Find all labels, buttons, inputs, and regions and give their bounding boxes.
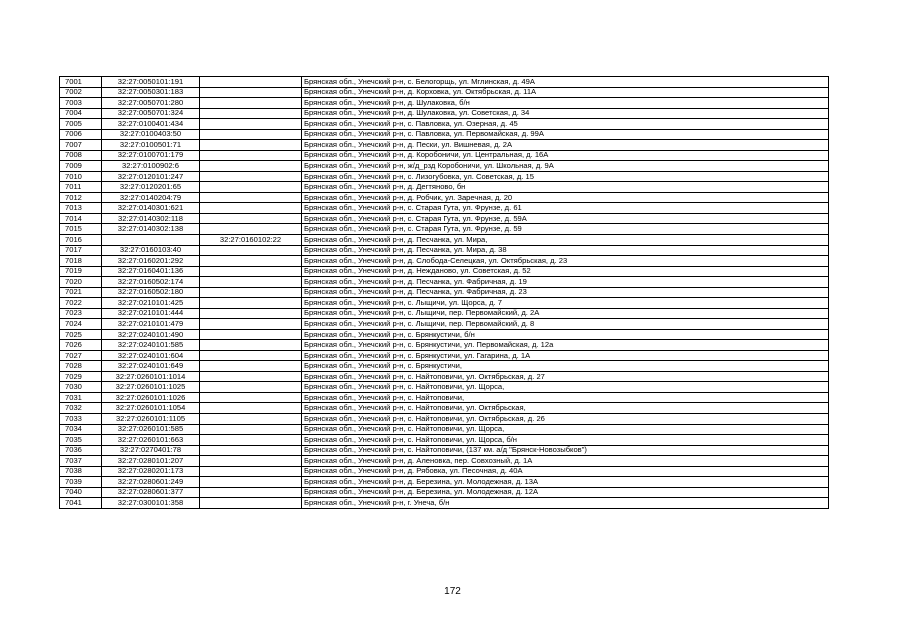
address-cell: Брянская обл., Унечский р-н, д. Шулаковка, ул. Советская, д. 34 (302, 108, 829, 119)
row-number-cell: 7008 (60, 150, 102, 161)
table-row (60, 382, 829, 393)
table-row (60, 329, 829, 340)
table-row (60, 403, 829, 414)
address-cell: Брянская обл., Унечский р-н, с. Найтоповичи, ул. Щорса, б/н (302, 435, 829, 446)
cadastral-number-cell: 32:27:0260101:1105 (102, 414, 200, 425)
table-row (60, 445, 829, 456)
table-row (60, 266, 829, 277)
table-row (60, 424, 829, 435)
table-row (60, 361, 829, 372)
address-cell: Брянская обл., Унечский р-н, г. Унеча, б/н (302, 498, 829, 509)
cadastral-number-cell: 32:27:0100403:50 (102, 129, 200, 140)
cadastral-number-cell: 32:27:0160103:40 (102, 245, 200, 256)
address-cell: Брянская обл., Унечский р-н, с. Найтоповичи, ул. Октябрьская, (302, 403, 829, 414)
address-cell: Брянская обл., Унечский р-н, с. Старая Гута, ул. Фрунзе, д. 59А (302, 213, 829, 224)
previous-cadastral-number-cell (200, 308, 302, 319)
previous-cadastral-number-cell (200, 129, 302, 140)
previous-cadastral-number-cell (200, 161, 302, 172)
row-number-cell: 7030 (60, 382, 102, 393)
cadastral-number-cell: 32:27:0160401:136 (102, 266, 200, 277)
table-row (60, 435, 829, 446)
cadastral-number-cell: 32:27:0300101:358 (102, 498, 200, 509)
row-number-cell: 7019 (60, 266, 102, 277)
address-cell: Брянская обл., Унечский р-н, с. Лыщичи, ул. Щорса, д. 7 (302, 298, 829, 309)
previous-cadastral-number-cell (200, 456, 302, 467)
row-number-cell: 7004 (60, 108, 102, 119)
row-number-cell: 7029 (60, 371, 102, 382)
cadastral-number-cell: 32:27:0120201:65 (102, 182, 200, 193)
address-cell: Брянская обл., Унечский р-н, д. Аленовка, пер. Совхозный, д. 1А (302, 456, 829, 467)
table-row (60, 119, 829, 130)
address-cell: Брянская обл., Унечский р-н, с. Найтоповичи, ул. Октябрьская, д. 27 (302, 371, 829, 382)
previous-cadastral-number-cell (200, 487, 302, 498)
cadastral-number-cell: 32:27:0120101:247 (102, 171, 200, 182)
previous-cadastral-number-cell (200, 287, 302, 298)
previous-cadastral-number-cell (200, 340, 302, 351)
address-cell: Брянская обл., Унечский р-н, с. Старая Гута, ул. Фрунзе, д. 59 (302, 224, 829, 235)
cadastral-number-cell: 32:27:0210101:444 (102, 308, 200, 319)
row-number-cell: 7009 (60, 161, 102, 172)
table-row (60, 498, 829, 509)
row-number-cell: 7034 (60, 424, 102, 435)
table-row (60, 371, 829, 382)
previous-cadastral-number-cell: 32:27:0160102:22 (200, 234, 302, 245)
previous-cadastral-number-cell (200, 329, 302, 340)
row-number-cell: 7015 (60, 224, 102, 235)
address-cell: Брянская обл., Унечский р-н, с. Павловка, ул. Озерная, д. 45 (302, 119, 829, 130)
cadastral-number-cell: 32:27:0140301:621 (102, 203, 200, 214)
table-row (60, 171, 829, 182)
row-number-cell: 7035 (60, 435, 102, 446)
address-cell: Брянская обл., Унечский р-н, д. Робчик, ул. Заречная, д. 20 (302, 192, 829, 203)
table-row (60, 319, 829, 330)
cadastral-number-cell: 32:27:0240101:649 (102, 361, 200, 372)
table-row (60, 213, 829, 224)
row-number-cell: 7013 (60, 203, 102, 214)
row-number-cell: 7037 (60, 456, 102, 467)
previous-cadastral-number-cell (200, 77, 302, 88)
row-number-cell: 7001 (60, 77, 102, 88)
address-cell: Брянская обл., Унечский р-н, д. Коробоничи, ул. Центральная, д. 16А (302, 150, 829, 161)
row-number-cell: 7018 (60, 256, 102, 267)
previous-cadastral-number-cell (200, 445, 302, 456)
address-cell: Брянская обл., Унечский р-н, с. Найтоповичи, (302, 392, 829, 403)
address-cell: Брянская обл., Унечский р-н, д. Рябовка, ул. Песочная, д. 40А (302, 466, 829, 477)
table-row (60, 477, 829, 488)
address-cell: Брянская обл., Унечский р-н, с. Лыщичи, пер. Первомайский, д. 2А (302, 308, 829, 319)
table-row (60, 414, 829, 425)
row-number-cell: 7003 (60, 98, 102, 109)
table-row (60, 77, 829, 88)
table-row (60, 150, 829, 161)
address-cell: Брянская обл., Унечский р-н, д. Дегтяново, бн (302, 182, 829, 193)
cadastral-number-cell: 32:27:0240101:585 (102, 340, 200, 351)
registry-table (59, 76, 829, 509)
table-row (60, 98, 829, 109)
address-cell: Брянская обл., Унечский р-н, с. Брянкустичи, (302, 361, 829, 372)
address-cell: Брянская обл., Унечский р-н, с. Лизогубовка, ул. Советская, д. 15 (302, 171, 829, 182)
previous-cadastral-number-cell (200, 98, 302, 109)
cadastral-number-cell: 32:27:0210101:425 (102, 298, 200, 309)
cadastral-number-cell: 32:27:0160502:174 (102, 277, 200, 288)
previous-cadastral-number-cell (200, 171, 302, 182)
row-number-cell: 7005 (60, 119, 102, 130)
table-row (60, 466, 829, 477)
address-cell: Брянская обл., Унечский р-н, ж/д_рзд Коробоничи, ул. Школьная, д. 9А (302, 161, 829, 172)
cadastral-number-cell: 32:27:0280101:207 (102, 456, 200, 467)
address-cell: Брянская обл., Унечский р-н, д. Березина, ул. Молодежная, д. 12А (302, 487, 829, 498)
row-number-cell: 7038 (60, 466, 102, 477)
row-number-cell: 7033 (60, 414, 102, 425)
row-number-cell: 7039 (60, 477, 102, 488)
previous-cadastral-number-cell (200, 140, 302, 151)
cadastral-number-cell: 32:27:0140302:138 (102, 224, 200, 235)
cadastral-number-cell: 32:27:0100902:6 (102, 161, 200, 172)
row-number-cell: 7017 (60, 245, 102, 256)
cadastral-number-cell: 32:27:0260101:1026 (102, 392, 200, 403)
row-number-cell: 7028 (60, 361, 102, 372)
previous-cadastral-number-cell (200, 266, 302, 277)
address-cell: Брянская обл., Унечский р-н, д. Нежданово, ул. Советская, д. 52 (302, 266, 829, 277)
previous-cadastral-number-cell (200, 392, 302, 403)
row-number-cell: 7032 (60, 403, 102, 414)
table-row (60, 87, 829, 98)
cadastral-number-cell: 32:27:0260101:1054 (102, 403, 200, 414)
cadastral-number-cell: 32:27:0280201:173 (102, 466, 200, 477)
previous-cadastral-number-cell (200, 87, 302, 98)
row-number-cell: 7012 (60, 192, 102, 203)
row-number-cell: 7006 (60, 129, 102, 140)
table-row (60, 108, 829, 119)
previous-cadastral-number-cell (200, 361, 302, 372)
cadastral-number-cell: 32:27:0280601:377 (102, 487, 200, 498)
page-number: 172 (444, 586, 461, 597)
address-cell: Брянская обл., Унечский р-н, с. Брянкустичи, ул. Гагарина, д. 1А (302, 350, 829, 361)
cadastral-number-cell: 32:27:0100701:179 (102, 150, 200, 161)
row-number-cell: 7023 (60, 308, 102, 319)
address-cell: Брянская обл., Унечский р-н, с. Найтоповичи, ул. Октябрьская, д. 26 (302, 414, 829, 425)
cadastral-number-cell: 32:27:0160201:292 (102, 256, 200, 267)
address-cell: Брянская обл., Унечский р-н, д. Слобода-Селецкая, ул. Октябрьская, д. 23 (302, 256, 829, 267)
address-cell: Брянская обл., Унечский р-н, с. Найтоповичи, ул. Щорса, (302, 382, 829, 393)
cadastral-number-cell: 32:27:0260101:1014 (102, 371, 200, 382)
previous-cadastral-number-cell (200, 350, 302, 361)
address-cell: Брянская обл., Унечский р-н, д. Пески, ул. Вишневая, д. 2А (302, 140, 829, 151)
row-number-cell: 7007 (60, 140, 102, 151)
row-number-cell: 7031 (60, 392, 102, 403)
previous-cadastral-number-cell (200, 435, 302, 446)
previous-cadastral-number-cell (200, 477, 302, 488)
table-row (60, 192, 829, 203)
table-row (60, 140, 829, 151)
address-cell: Брянская обл., Унечский р-н, с. Лыщичи, пер. Первомайский, д. 8 (302, 319, 829, 330)
address-cell: Брянская обл., Унечский р-н, с. Найтоповичи, (137 км. а/д "Брянск-Новозыбков") (302, 445, 829, 456)
previous-cadastral-number-cell (200, 245, 302, 256)
row-number-cell: 7002 (60, 87, 102, 98)
row-number-cell: 7040 (60, 487, 102, 498)
cadastral-number-cell: 32:27:0050301:183 (102, 87, 200, 98)
cadastral-number-cell: 32:27:0050101:191 (102, 77, 200, 88)
previous-cadastral-number-cell (200, 182, 302, 193)
row-number-cell: 7016 (60, 234, 102, 245)
row-number-cell: 7026 (60, 340, 102, 351)
address-cell: Брянская обл., Унечский р-н, д. Песчанка, ул. Фабричная, д. 23 (302, 287, 829, 298)
previous-cadastral-number-cell (200, 382, 302, 393)
address-cell: Брянская обл., Унечский р-н, д. Песчанка, ул. Фабричная, д. 19 (302, 277, 829, 288)
row-number-cell: 7027 (60, 350, 102, 361)
previous-cadastral-number-cell (200, 424, 302, 435)
address-cell: Брянская обл., Унечский р-н, д. Березина, ул. Молодежная, д. 13А (302, 477, 829, 488)
row-number-cell: 7021 (60, 287, 102, 298)
cadastral-number-cell: 32:27:0140302:118 (102, 213, 200, 224)
row-number-cell: 7036 (60, 445, 102, 456)
address-cell: Брянская обл., Унечский р-н, с. Белогорщь, ул. Мглинская, д. 49А (302, 77, 829, 88)
previous-cadastral-number-cell (200, 119, 302, 130)
previous-cadastral-number-cell (200, 213, 302, 224)
registry-table-body (60, 77, 829, 509)
cadastral-number-cell: 32:27:0210101:479 (102, 319, 200, 330)
address-cell: Брянская обл., Унечский р-н, с. Старая Гута, ул. Фрунзе, д. 61 (302, 203, 829, 214)
cadastral-number-cell: 32:27:0260101:663 (102, 435, 200, 446)
previous-cadastral-number-cell (200, 319, 302, 330)
table-row (60, 277, 829, 288)
previous-cadastral-number-cell (200, 466, 302, 477)
table-row (60, 245, 829, 256)
previous-cadastral-number-cell (200, 150, 302, 161)
table-row (60, 392, 829, 403)
address-cell: Брянская обл., Унечский р-н, д. Песчанка, ул. Мира, (302, 234, 829, 245)
table-row (60, 182, 829, 193)
previous-cadastral-number-cell (200, 256, 302, 267)
row-number-cell: 7014 (60, 213, 102, 224)
table-row (60, 234, 829, 245)
previous-cadastral-number-cell (200, 192, 302, 203)
address-cell: Брянская обл., Унечский р-н, с. Брянкустичи, ул. Первомайская, д. 12а (302, 340, 829, 351)
cadastral-number-cell: 32:27:0280601:249 (102, 477, 200, 488)
previous-cadastral-number-cell (200, 224, 302, 235)
address-cell: Брянская обл., Унечский р-н, с. Найтоповичи, ул. Щорса, (302, 424, 829, 435)
row-number-cell: 7025 (60, 329, 102, 340)
cadastral-number-cell: 32:27:0260101:585 (102, 424, 200, 435)
table-row (60, 456, 829, 467)
cadastral-number-cell: 32:27:0050701:280 (102, 98, 200, 109)
table-row (60, 298, 829, 309)
row-number-cell: 7041 (60, 498, 102, 509)
address-cell: Брянская обл., Унечский р-н, с. Брянкустичи, б/н (302, 329, 829, 340)
table-row (60, 308, 829, 319)
table-row (60, 287, 829, 298)
table-row (60, 161, 829, 172)
previous-cadastral-number-cell (200, 371, 302, 382)
cadastral-number-cell: 32:27:0050701:324 (102, 108, 200, 119)
row-number-cell: 7020 (60, 277, 102, 288)
row-number-cell: 7010 (60, 171, 102, 182)
cadastral-number-cell: 32:27:0270401:78 (102, 445, 200, 456)
address-cell: Брянская обл., Унечский р-н, д. Корховка, ул. Октябрьская, д. 11А (302, 87, 829, 98)
row-number-cell: 7022 (60, 298, 102, 309)
address-cell: Брянская обл., Унечский р-н, д. Шулаковка, б/н (302, 98, 829, 109)
cadastral-number-cell (102, 234, 200, 245)
previous-cadastral-number-cell (200, 403, 302, 414)
cadastral-number-cell: 32:27:0100501:71 (102, 140, 200, 151)
cadastral-number-cell: 32:27:0260101:1025 (102, 382, 200, 393)
table-row (60, 224, 829, 235)
previous-cadastral-number-cell (200, 298, 302, 309)
address-cell: Брянская обл., Унечский р-н, д. Песчанка, ул. Мира, д. 38 (302, 245, 829, 256)
table-row (60, 350, 829, 361)
previous-cadastral-number-cell (200, 108, 302, 119)
table-row (60, 340, 829, 351)
previous-cadastral-number-cell (200, 203, 302, 214)
table-row (60, 129, 829, 140)
cadastral-number-cell: 32:27:0240101:490 (102, 329, 200, 340)
table-row (60, 203, 829, 214)
row-number-cell: 7024 (60, 319, 102, 330)
table-row (60, 256, 829, 267)
previous-cadastral-number-cell (200, 498, 302, 509)
previous-cadastral-number-cell (200, 277, 302, 288)
cadastral-number-cell: 32:27:0240101:604 (102, 350, 200, 361)
cadastral-number-cell: 32:27:0140204:79 (102, 192, 200, 203)
cadastral-number-cell: 32:27:0100401:434 (102, 119, 200, 130)
address-cell: Брянская обл., Унечский р-н, с. Павловка, ул. Первомайская, д. 99А (302, 129, 829, 140)
cadastral-number-cell: 32:27:0160502:180 (102, 287, 200, 298)
previous-cadastral-number-cell (200, 414, 302, 425)
table-row (60, 487, 829, 498)
row-number-cell: 7011 (60, 182, 102, 193)
